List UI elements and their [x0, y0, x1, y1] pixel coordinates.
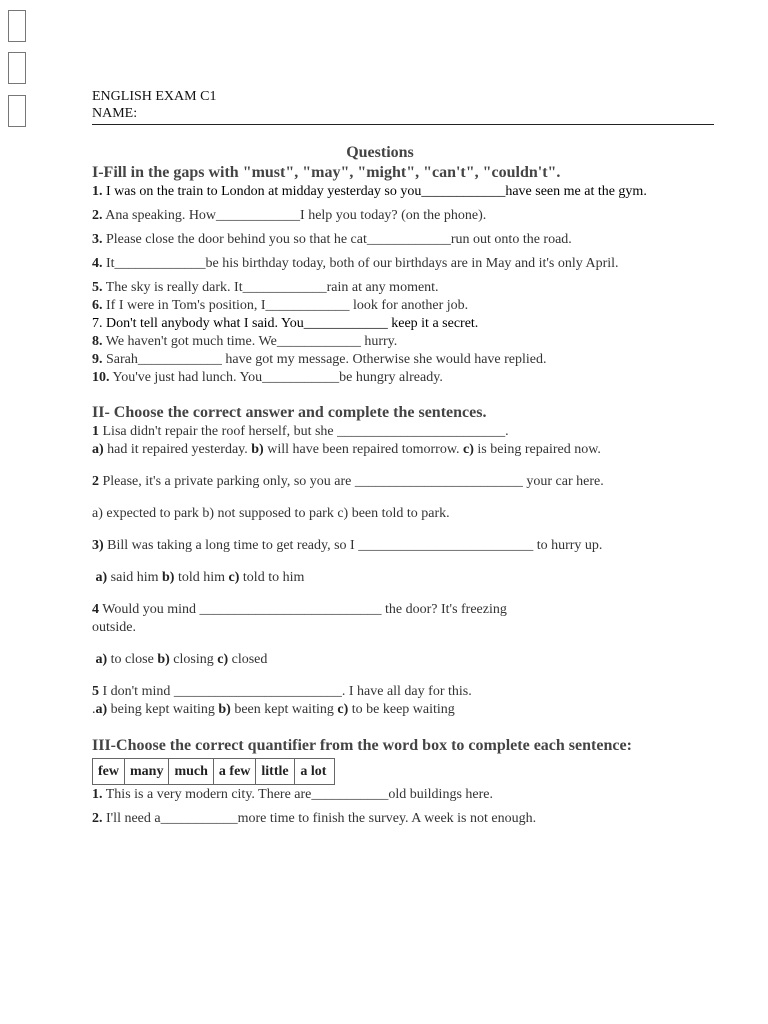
s1-item-7: 7. Don't tell anybody what I said. You____________ keep it a secret.: [92, 316, 479, 331]
s2-q5-stem: 5 I don't mind ________________________. I have all day for this.: [92, 684, 472, 699]
exam-title: ENGLISH EXAM C1: [92, 89, 217, 104]
s2-q4-stem: 4 Would you mind __________________________ the door? It's freezing outside.: [92, 602, 507, 635]
s2-q4-options: a) to close b) closing c) closed: [95, 652, 268, 667]
word-box-row: [93, 759, 335, 785]
word-box-cell: a few: [213, 759, 256, 785]
s2-q3-options: a) said him b) told him c) told to him: [95, 570, 305, 585]
s1-item-1: 1. I was on the train to London at midday yesterday so you____________have seen me at the gym.: [92, 184, 647, 199]
margin-box-3: [8, 95, 26, 127]
s1-item-2: 2. Ana speaking. How____________I help you today? (on the phone).: [92, 208, 487, 223]
s1-item-5: 5. The sky is really dark. It____________rain at any moment.: [92, 280, 439, 295]
s2-q1-stem: 1 Lisa didn't repair the roof herself, but she ________________________.: [92, 424, 509, 439]
s1-item-6: 6. If I were in Tom's position, I____________ look for another job.: [92, 298, 469, 313]
s1-item-10: 10. You've just had lunch. You___________be hungry already.: [92, 370, 443, 385]
section1-title: I-Fill in the gaps with "must", "may", "might", "can't", "couldn't".: [92, 164, 561, 181]
s2-q2-options: a) expected to park b) not supposed to park c) been told to park.: [92, 506, 450, 521]
questions-title: Questions: [346, 144, 414, 161]
word-box-cell: much: [169, 759, 213, 785]
margin-box-1: [8, 10, 26, 42]
name-field[interactable]: [92, 105, 714, 125]
s1-item-8: 8. We haven't got much time. We____________ hurry.: [92, 334, 398, 349]
word-box-cell: a lot: [295, 759, 335, 785]
word-box: [92, 758, 335, 785]
section3-title: III-Choose the correct quantifier from the word box to complete each sentence:: [92, 737, 632, 754]
exam-page: [92, 88, 714, 828]
s2-q1-options: a) had it repaired yesterday. b) will have been repaired tomorrow. c) is being repaired now.: [92, 442, 601, 457]
s3-item-2: 2. I'll need a___________more time to finish the survey. A week is not enough.: [92, 811, 537, 826]
s2-q3-stem: 3) Bill was taking a long time to get ready, so I _________________________ to hurry up.: [92, 538, 603, 553]
s3-item-1: 1. This is a very modern city. There are___________old buildings here.: [92, 787, 493, 802]
exam-header: [92, 88, 714, 125]
s2-q2-stem: 2 Please, it's a private parking only, so you are ________________________ your car here.: [92, 474, 604, 489]
name-label: NAME:: [92, 106, 138, 121]
word-box-cell: few: [93, 759, 125, 785]
section2-title: II- Choose the correct answer and complete the sentences.: [92, 404, 487, 421]
s1-item-3: 3. Please close the door behind you so that he cat____________run out onto the road.: [92, 232, 572, 247]
word-box-cell: little: [256, 759, 295, 785]
s1-item-9: 9. Sarah____________ have got my message. Otherwise she would have replied.: [92, 352, 547, 367]
margin-box-2: [8, 52, 26, 84]
s2-q5-options: .a) being kept waiting b) been kept waiting c) to be keep waiting: [92, 702, 455, 717]
word-box-cell: many: [125, 759, 169, 785]
s1-item-4: 4. It_____________be his birthday today, both of our birthdays are in May and it's only April.: [92, 256, 619, 271]
